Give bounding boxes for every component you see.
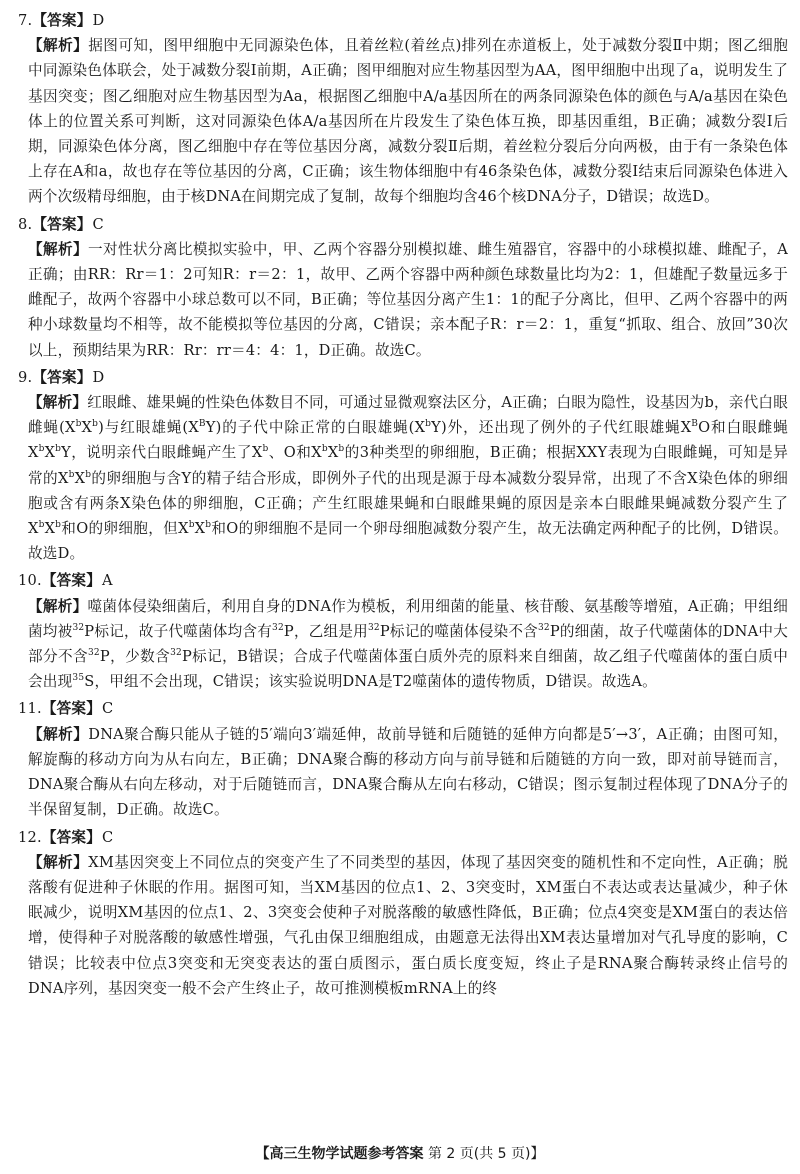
question-10-analysis (18, 594, 788, 695)
analysis-text: XM基因突变上不同位点的突变产生了不同类型的基因，体现了基因突变的随机性和不定向性，A正确；脱落酸有促进种子休眠的作用。据图可知，当XM基因的位点1、2、3突变时，XM蛋白不表达或表达量减少，种子休眠减少，说明XM基因的位点1、2、3突变会使种子对脱落酸的敏感性降低，B正确；位点4突变是XM蛋白的表达倍增，使得种子对脱落酸的敏感性增强，气孔由保卫细胞组成，由题意无法得出XM表达量增加对气孔导度的影响，C错误；比较表中位点3突变和无突变表达的蛋白质图示，蛋白质长度变短，终止子是RNA聚合酶转录终止信号的DNA序列，基因突变一般不会产生终止子，故可推测模板mRNA上的终 (28, 853, 788, 997)
analysis-text: DNA聚合酶只能从子链的5′端向3′端延伸，故前导链和后随链的延伸方向都是5′→3′，A正确；由图可知，解旋酶的移动方向为从右向左，B正确；DNA聚合酶的移动方向与前导链和后随链的方向一致，即对前导链而言，DNA聚合酶从右向左移动，对于后随链而言，DNA聚合酶从左向右移动，C错误；图示复制过程体现了DNA分子的半保留复制，D正确。故选C。 (28, 725, 788, 819)
question-7-analysis (18, 33, 788, 209)
question-12-answer (18, 825, 788, 850)
answer-value: C (92, 215, 104, 233)
question-8-analysis (18, 237, 788, 363)
answer-value: C (102, 700, 114, 718)
question-7-answer (18, 8, 788, 33)
question-number: 8. (18, 215, 33, 233)
answer-content (18, 8, 788, 1003)
question-10-answer (18, 568, 788, 593)
answer-label: 【答案】 (41, 572, 101, 590)
question-12-analysis (18, 850, 788, 1001)
question-8-answer (18, 212, 788, 237)
question-9-answer (18, 365, 788, 390)
question-11-analysis (18, 722, 788, 823)
analysis-label: 【解析】 (28, 597, 88, 615)
question-number: 11. (18, 700, 42, 718)
answer-value: C (102, 828, 114, 846)
answer-label: 【答案】 (32, 215, 92, 233)
question-9-analysis (18, 390, 788, 566)
footer-title: 【高三生物学试题参考答案 (255, 1146, 424, 1162)
analysis-label: 【解析】 (28, 725, 89, 743)
answer-value: D (92, 12, 105, 29)
answer-label: 【答案】 (41, 828, 101, 846)
question-number: 7. (18, 12, 33, 29)
footer-page-number: 第 2 页(共 5 页)】 (427, 1146, 545, 1162)
answer-label: 【答案】 (41, 700, 101, 718)
answer-label: 【答案】 (32, 12, 92, 29)
analysis-label: 【解析】 (28, 394, 88, 412)
analysis-label: 【解析】 (28, 240, 88, 258)
page-footer (0, 1143, 800, 1163)
analysis-text: 一对性状分离比模拟实验中，甲、乙两个容器分别模拟雄、雌生殖器官，容器中的小球模拟雄、雌配子，A正确；由RR：Rr＝1：2可知R：r＝2：1，故甲、乙两个容器中两种颜色球数量比均为2：1，但雄配子数量远多于雌配子，故两个容器中小球总数可以不同，B正确；等位基因分离产生1：1的配子分离比，但甲、乙两个容器中的两种小球数量均不相等，故不能模拟等位基因的分离，C错误；亲本配子R：r＝2：1，重复“抓取、组合、放回”30次以上，预期结果为RR：Rr：rr＝4：4：1，D正确。故选C。 (28, 240, 788, 359)
analysis-label: 【解析】 (28, 37, 89, 55)
answer-value: D (92, 368, 105, 386)
question-number: 12. (18, 828, 42, 846)
analysis-text: 据图可知，图甲细胞中无同源染色体，且着丝粒(着丝点)排列在赤道板上，处于减数分裂Ⅱ中期；图乙细胞中同源染色体联会，处于减数分裂Ⅰ前期，A正确；图甲细胞对应生物基因型为AA，图甲细胞中出现了a，说明发生了基因突变；图乙细胞对应生物基因型为Aa，根据图乙细胞中A/a基因所在的两条同源染色体的颜色与A/a基因在染色体上的位置关系可判断，这对同源染色体A/a基因所在片段发生了染色体互换，即基因重组，B正确；减数分裂Ⅰ后期，同源染色体分离，图乙细胞中存在等位基因分离，减数分裂Ⅱ后期，着丝粒分裂后分向两极，由于有一条染色体上存在A和a，故也存在等位基因的分离，C正确；该生物体细胞中有46条染色体，减数分裂Ⅰ结束后同源染色体进入两个次级精母细胞，由于核DNA在间期完成了复制，故每个细胞均含46个核DNA分子，D错误；故选D。 (28, 37, 788, 206)
analysis-text: 噬菌体侵染细菌后，利用自身的DNA作为模板，利用细菌的能量、核苷酸、氨基酸等增殖，A正确；甲组细菌均被$^{32}$P标记，故子代噬菌体均含有$^{32}$P，乙组是用$^{32}$P标记的噬菌体侵染不含$^{32}$P的细菌，故子代噬菌体的DNA中大部分不含$^{32}$P，少数含$^{32}$P标记，B错误；合成子代噬菌体蛋白质外壳的原料来自细菌，故乙组子代噬菌体的蛋白质中会出现$^{35}$S，甲组不会出现，C错误；该实验说明DNA是T2噬菌体的遗传物质，D错误。故选A。 (28, 597, 789, 691)
question-number: 10. (18, 572, 42, 590)
analysis-text: 红眼雌、雄果蝇的性染色体数目不同，可通过显微观察法区分，A正确；白眼为隐性，设基因为b，亲代白眼雌蝇$(X^bX^b)$与红眼雄蝇$(X^BY)$的子代中除正常的白眼雄蝇$(X^bY)$外，还出现了例外的子代红眼雄蝇$X^BO$和白眼雌蝇$X^bX^bY$，说明亲代白眼雌蝇产生了$X^b$、O和$X^bX^b$的3种类型的卵细胞，B正确；根据XXY表现为白眼雌蝇，可知是异常的$X^bX^b$的卵细胞与含Y的精子结合形成，即例外子代的出现是源于母本减数分裂异常，出现了不含X染色体的卵细胞或含有两条X染色体的卵细胞，C正确；产生红眼雄果蝇和白眼雌果蝇的原因是亲本白眼雌果蝇减数分裂产生了$X^bX^b$和O的卵细胞，但$X^bX^b$和O的卵细胞不是同一个卵母细胞减数分裂产生，故无法确定两种配子的比例，D错误。故选D。 (28, 394, 789, 563)
question-11-answer (18, 696, 788, 721)
answer-value: A (102, 572, 113, 590)
analysis-label: 【解析】 (28, 853, 89, 871)
answer-label: 【答案】 (32, 368, 92, 386)
question-number: 9. (18, 368, 33, 386)
